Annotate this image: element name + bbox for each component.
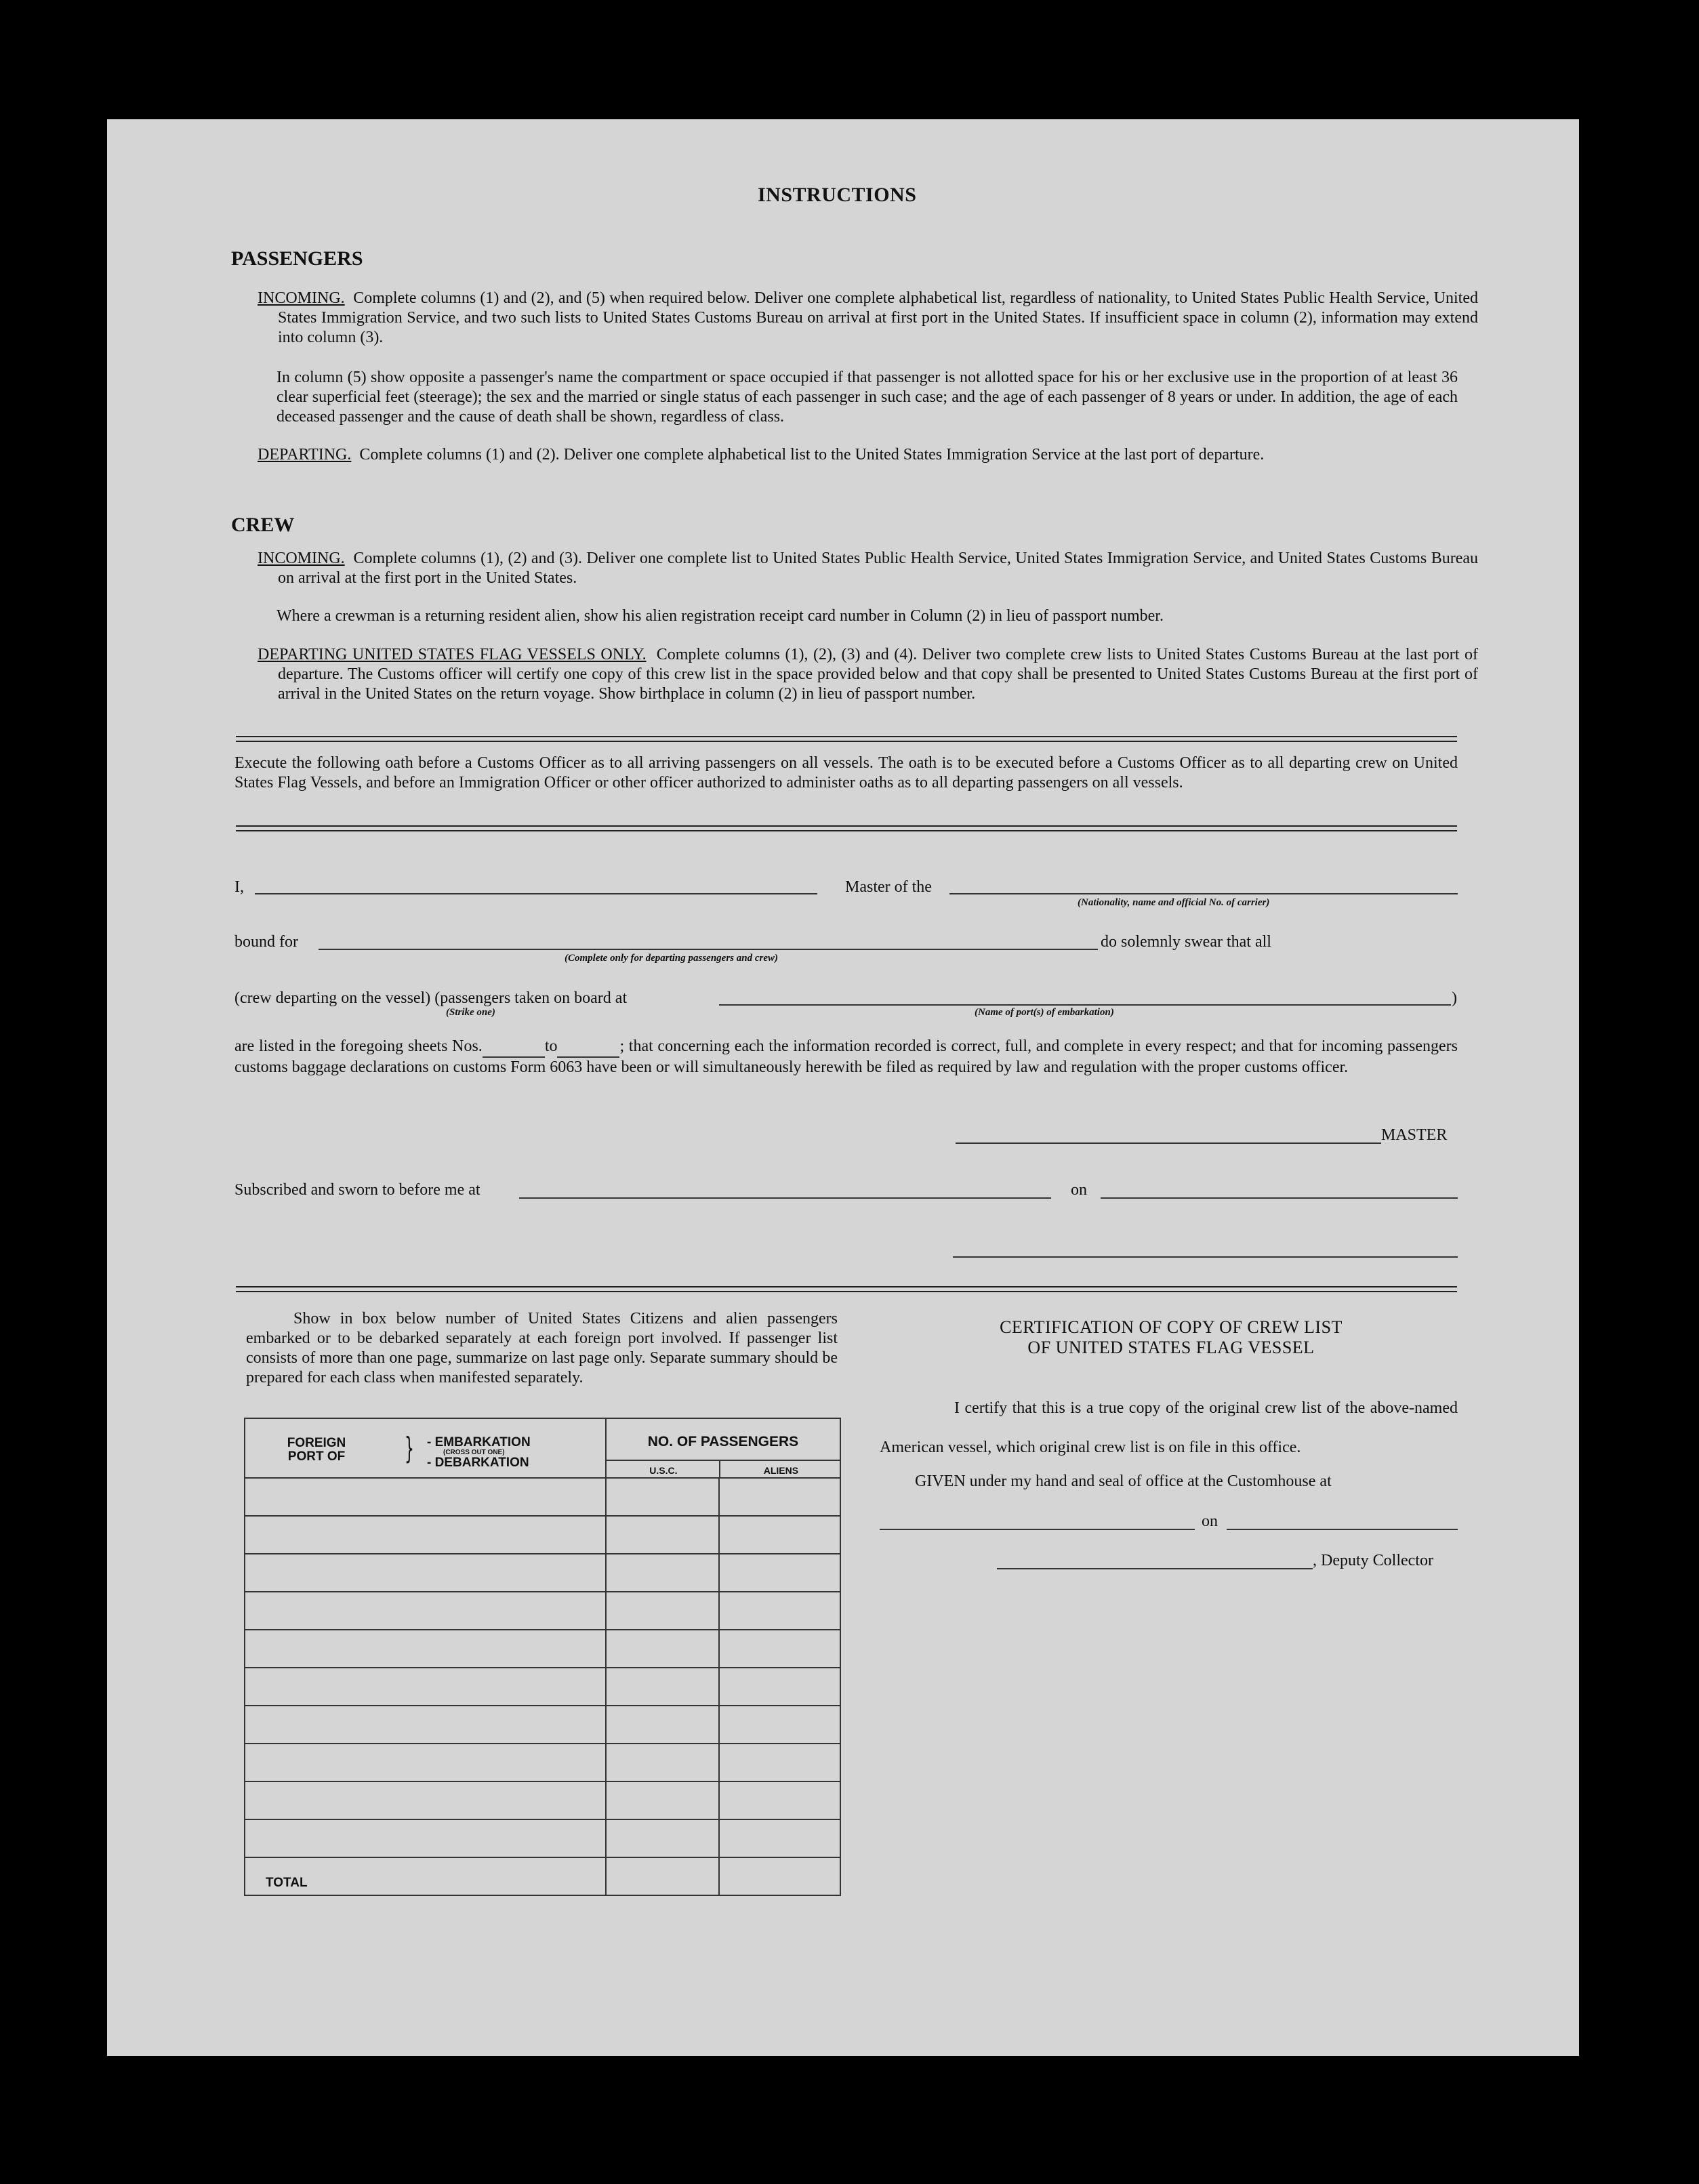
certification-date-field[interactable] — [1227, 1529, 1458, 1530]
passengers-departing-text: Complete columns (1) and (2). Deliver one complete alphabetical list to the United States Immigration Service at the last port of departure. — [359, 446, 1265, 463]
usc-cell[interactable] — [606, 1592, 720, 1630]
passenger-summary-table — [244, 1418, 841, 1896]
passengers-incoming-text: Complete columns (1) and (2), and (5) when required below. Deliver one complete alphabetical list, regardless of nationality, to United States Public Health Service, United States Immigration Service, and two such lists to United States Customs Bureau on arrival at first port in the United States. If insufficient space in column (2), information may extend into column (3). — [278, 289, 1478, 346]
usc-cell[interactable] — [606, 1516, 720, 1554]
foreign-port-label: FOREIGN PORT OF — [287, 1436, 346, 1464]
usc-cell[interactable] — [606, 1819, 720, 1857]
strike-one-note: (Strike one) — [446, 1007, 495, 1018]
port-cell[interactable] — [245, 1744, 606, 1781]
brace-icon: } — [405, 1431, 414, 1466]
usc-cell[interactable] — [606, 1744, 720, 1781]
passengers-header-cell — [606, 1418, 840, 1478]
sworn-date-field[interactable] — [1101, 1197, 1458, 1199]
aliens-cell[interactable] — [719, 1592, 840, 1630]
port-cell[interactable] — [245, 1478, 606, 1516]
double-rule — [236, 1286, 1457, 1292]
port-cell[interactable] — [245, 1592, 606, 1630]
port-cell[interactable] — [245, 1668, 606, 1706]
aliens-cell[interactable] — [719, 1668, 840, 1706]
carrier-field[interactable] — [949, 893, 1458, 894]
usc-cell[interactable] — [606, 1478, 720, 1516]
total-label: TOTAL — [266, 1876, 308, 1890]
crew-departing-paragraph — [258, 645, 1478, 704]
crew-heading: CREW — [231, 514, 295, 536]
passengers-column5-paragraph: In column (5) show opposite a passenger's name the compartment or space occupied if that passenger is not allotted space for his or her exclusive use in the proportion of at least 36 clear superficial feet (steerage); the sex and the married or single status of each passenger in such case; and the age of each passenger of 8 years or under. In addition, the age of each deceased passenger and the cause of death shall be shown, regardless of class. — [277, 369, 1458, 426]
page-title: INSTRUCTIONS — [758, 184, 917, 206]
table-row[interactable] — [245, 1781, 840, 1819]
swear-label: do solemnly swear that all — [1101, 933, 1271, 951]
given-label: GIVEN under my hand and seal of office at the Customhouse at — [915, 1472, 1332, 1490]
no-of-passengers-label: NO. OF PASSENGERS — [647, 1434, 799, 1449]
master-name-field[interactable] — [255, 893, 817, 894]
certification-on-label: on — [1202, 1512, 1218, 1530]
deputy-collector-label: , Deputy Collector — [1313, 1552, 1433, 1569]
table-row[interactable] — [245, 1819, 840, 1857]
table-row[interactable] — [245, 1744, 840, 1781]
sheet-from-field[interactable] — [483, 1037, 545, 1058]
port-cell[interactable] — [245, 1554, 606, 1592]
bound-for-label: bound for — [234, 933, 298, 951]
embarkation-ports-field[interactable] — [719, 1004, 1451, 1006]
debarkation-label: - DEBARKATION — [427, 1456, 529, 1470]
table-row[interactable] — [245, 1630, 840, 1668]
certification-title-line2: OF UNITED STATES FLAG VESSEL — [1027, 1338, 1315, 1357]
master-of-the-label: Master of the — [845, 878, 932, 896]
usc-label: U.S.C. — [649, 1465, 678, 1476]
crew-passengers-label: (crew departing on the vessel) (passengers taken on board at — [234, 989, 628, 1007]
subscribed-label: Subscribed and sworn to before me at — [234, 1181, 480, 1199]
usc-cell[interactable] — [606, 1781, 720, 1819]
listed-start: are listed in the foregoing sheets Nos. — [234, 1037, 483, 1055]
listed-rest: ; that concerning each the information recorded is correct, full, and complete in every respect; and that for incoming passengers customs baggage declarations on customs Form 6063 have been or will simultaneously herewith be filed as required by law and regulation with the proper customs officer. — [234, 1037, 1458, 1076]
crew-incoming-paragraph — [258, 549, 1478, 588]
officer-signature-field[interactable] — [953, 1256, 1458, 1258]
table-header-row — [245, 1418, 840, 1478]
nationality-note: (Nationality, name and official No. of carrier) — [1078, 897, 1270, 908]
total-aliens-cell[interactable] — [719, 1857, 840, 1895]
document-page — [107, 119, 1579, 2056]
port-cell[interactable] — [245, 1630, 606, 1668]
total-row[interactable] — [245, 1857, 840, 1895]
aliens-cell[interactable] — [719, 1478, 840, 1516]
passengers-departing-label: DEPARTING. — [258, 446, 352, 463]
master-signature-field[interactable] — [956, 1142, 1381, 1144]
double-rule — [236, 825, 1457, 831]
close-paren: ) — [1452, 989, 1457, 1007]
certification-title-line1: CERTIFICATION OF COPY OF CREW LIST — [1000, 1317, 1343, 1337]
crew-incoming-label: INCOMING. — [258, 550, 345, 567]
aliens-label: ALIENS — [763, 1465, 799, 1476]
aliens-cell[interactable] — [719, 1706, 840, 1744]
ports-note: (Name of port(s) of embarkation) — [975, 1007, 1114, 1018]
passengers-incoming-paragraph — [258, 289, 1478, 348]
certification-body: I certify that this is a true copy of the original crew list of the above-named American vessel, which original crew list is on file in this office. — [880, 1399, 1458, 1456]
aliens-cell[interactable] — [719, 1554, 840, 1592]
aliens-cell[interactable] — [719, 1630, 840, 1668]
port-cell[interactable] — [245, 1516, 606, 1554]
summary-instructions: Show in box below number of United States Citizens and alien passengers embarked or to be debarked separately at each foreign port involved. If passenger list consists of more than one page, summarize on last page only. Separate summary should be prepared for each class when manifested separately. — [246, 1310, 838, 1386]
double-rule — [236, 736, 1457, 742]
oath-i-label: I, — [234, 878, 244, 896]
to-label: to — [544, 1037, 558, 1055]
total-label-cell — [245, 1857, 606, 1895]
table-row[interactable] — [245, 1516, 840, 1554]
departing-note: (Complete only for departing passengers and crew) — [565, 953, 778, 964]
table-row[interactable] — [245, 1668, 840, 1706]
embarkation-label: - EMBARKATION — [427, 1435, 531, 1449]
oath-intro-paragraph: Execute the following oath before a Customs Officer as to all arriving passengers on all vessels. The oath is to be executed before a Customs Officer as to all departing crew on United States Flag Vessels, and before an Immigration Officer or other officer authorized to administer oaths as to all departing passengers on all vessels. — [234, 754, 1458, 791]
crew-incoming-text: Complete columns (1), (2) and (3). Deliver one complete list to United States Public Health Service, United States Immigration Service, and United States Customs Bureau on arrival at the first port in the United States. — [278, 550, 1478, 587]
sworn-place-field[interactable] — [519, 1197, 1051, 1199]
table-row[interactable] — [245, 1706, 840, 1744]
crew-departing-label: DEPARTING UNITED STATES FLAG VESSELS ONLY. — [258, 646, 647, 663]
total-usc-cell[interactable] — [606, 1857, 720, 1895]
table-row[interactable] — [245, 1554, 840, 1592]
deputy-signature-field[interactable] — [997, 1568, 1313, 1569]
passengers-incoming-label: INCOMING. — [258, 289, 345, 307]
certification-title — [880, 1317, 1462, 1358]
table-row[interactable] — [245, 1592, 840, 1630]
passengers-heading: PASSENGERS — [231, 247, 363, 270]
table-row[interactable] — [245, 1478, 840, 1516]
cross-out-label: (CROSS OUT ONE) — [443, 1449, 505, 1456]
sworn-on-label: on — [1071, 1181, 1087, 1199]
aliens-cell[interactable] — [719, 1781, 840, 1819]
passengers-departing-paragraph — [258, 445, 1478, 465]
aliens-cell[interactable] — [719, 1516, 840, 1554]
master-label: MASTER — [1381, 1126, 1448, 1144]
port-cell[interactable] — [245, 1706, 606, 1744]
usc-cell[interactable] — [606, 1706, 720, 1744]
listed-paragraph — [234, 1037, 1458, 1077]
header-divider — [607, 1460, 840, 1461]
usc-cell[interactable] — [606, 1630, 720, 1668]
port-cell[interactable] — [245, 1819, 606, 1857]
aliens-cell[interactable] — [719, 1819, 840, 1857]
usc-cell[interactable] — [606, 1668, 720, 1706]
crew-resident-paragraph: Where a crewman is a returning resident alien, show his alien registration receipt card number in Column (2) in lieu of passport number. — [277, 607, 1164, 625]
customhouse-field[interactable] — [880, 1529, 1195, 1530]
sheet-to-field[interactable] — [557, 1037, 619, 1058]
aliens-cell[interactable] — [719, 1744, 840, 1781]
bound-for-field[interactable] — [319, 949, 1098, 950]
port-cell[interactable] — [245, 1781, 606, 1819]
port-header-cell — [245, 1418, 606, 1478]
crew-departing-text: Complete columns (1), (2), (3) and (4). Deliver two complete crew lists to United States Customs Bureau at the last port of departure. The Customs officer will certify one copy of this crew list in the space provided below and that copy shall be presented to United States Customs Bureau at the first port of arrival in the United States on the return voyage. Show birthplace in column (2) in lieu of passport number. — [278, 646, 1478, 703]
usc-cell[interactable] — [606, 1554, 720, 1592]
